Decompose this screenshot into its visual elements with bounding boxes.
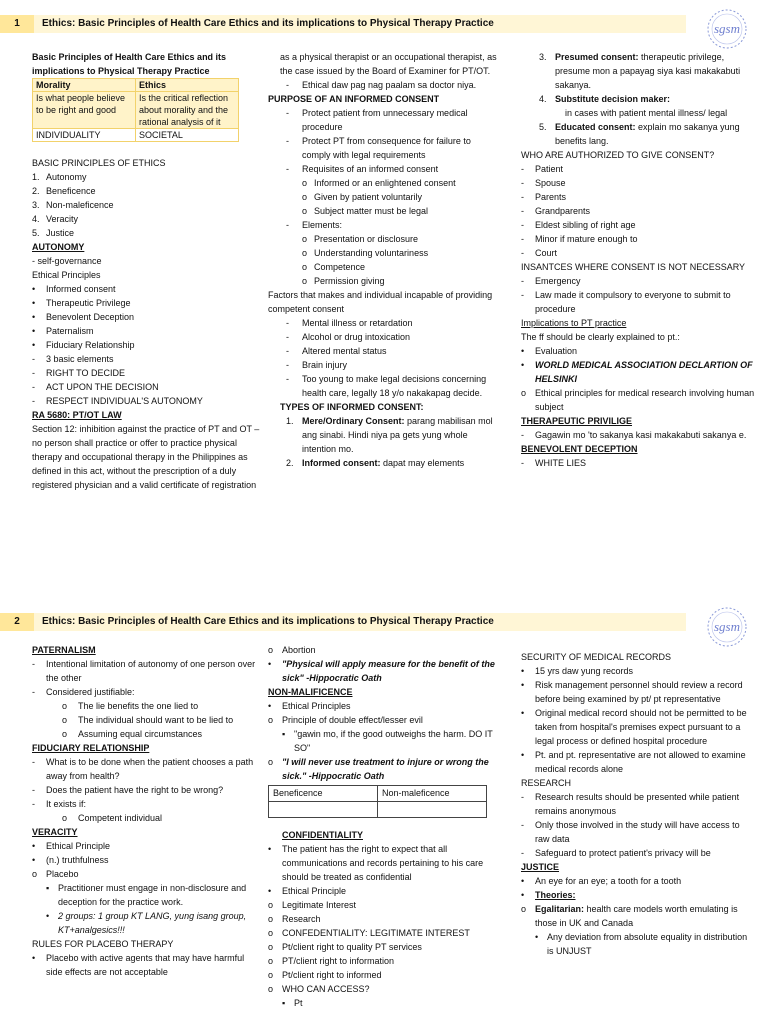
list-item: • The patient has the right to expect that all communications and records pertaining to his care should be treated as confidential — [268, 844, 484, 882]
beneficence-table — [268, 785, 487, 818]
list-item: o Given by patient voluntarily — [302, 192, 423, 202]
list-item: - Law made it compulsory to everyone to submit to procedure — [521, 290, 731, 314]
paragraph: as a physical therapist or an occupational therapist, as the case issued by the Board of Examiner for PT/OT. — [280, 52, 497, 76]
section-heading: INSANTCES WHERE CONSENT IS NOT NECESSARY — [521, 262, 746, 272]
list-item: 2. Beneficence — [32, 186, 96, 196]
list-item: o WHO CAN ACCESS? — [268, 984, 370, 994]
page-1 — [0, 0, 768, 500]
column-2 — [268, 50, 498, 470]
table-cell — [269, 802, 378, 818]
table-header-ethics: Ethics — [136, 79, 239, 92]
list-item: • Ethical Principle — [32, 841, 111, 851]
table-cell — [378, 802, 487, 818]
section-heading: CONFIDENTIALITY — [282, 830, 363, 840]
section-heading: THERAPEUTIC PRIVILIGE — [521, 416, 633, 426]
list-item: o Subject matter must be legal — [302, 206, 429, 216]
svg-text:sgsm: sgsm — [713, 21, 741, 36]
list-item: • Ethical Principles — [268, 701, 351, 711]
list-item: o Presentation or disclosure — [302, 234, 419, 244]
list-item: o The lie benefits the one lied to — [62, 701, 199, 711]
paragraph: Section 12: inhibition against the practice of PT and OT – no person shall practice or offer to practice physical therapy and occupational therapy in the Philippines as defined in this act, without the prescription of a duly registered physician and a valid certificate of registration — [32, 424, 260, 490]
list-item: - Ethical daw pag nag paalam sa doctor niya. — [286, 80, 477, 90]
list-item: - Safeguard to protect patient's privacy will be — [521, 848, 711, 858]
list-item: 4. Veracity — [32, 214, 79, 224]
list-item: o CONFEDENTIALITY: LEGITIMATE INTEREST — [268, 928, 470, 938]
list-item: • An eye for an eye; a tooth for a tooth — [521, 876, 682, 886]
morality-ethics-table — [32, 78, 239, 142]
intro-title: Basic Principles of Health Care Ethics and its implications to Physical Therapy Practice — [32, 52, 227, 76]
list-item: - Alcohol or drug intoxication — [286, 332, 411, 342]
list-item: - Altered mental status — [286, 346, 387, 356]
list-item: • Theories: — [521, 890, 576, 900]
list-item: • Original medical record should not be permitted to be taken from hospital's premises expect pursuant to a legal process or defined hospital procedure — [521, 708, 747, 746]
column-3 — [521, 643, 755, 958]
list-item: - Only those involved in the study will have access to raw data — [521, 820, 740, 844]
sgsm-logo — [704, 6, 750, 52]
section-heading: RA 5680: PT/OT LAW — [32, 410, 122, 420]
list-item: - Spouse — [521, 178, 566, 188]
section-heading: BENEVOLENT DECEPTION — [521, 444, 638, 454]
list-item: 1. Mere/Ordinary Consent: parang mabilisan mol ang sinabi. Hindi niya pa gets yung whole intention mo. — [286, 416, 493, 454]
paragraph: in cases with patient mental illness/ legal — [565, 108, 728, 118]
table-cell: Is what people believe to be right and good — [33, 92, 136, 129]
list-item: 5. Educated consent: explain mo sakanya yung benefits lang. — [539, 122, 740, 146]
table-header-morality: Morality — [33, 79, 136, 92]
list-item: - What is to be done when the patient chooses a path away from health? — [32, 757, 254, 781]
list-item: • Risk management personnel should review a record before being examined by pt/ pt representative — [521, 680, 743, 704]
table-header: Non-maleficence — [378, 786, 487, 802]
column-1 — [32, 50, 262, 492]
paragraph: Ethical Principles — [32, 270, 101, 280]
section-heading: NON-MALIFICENCE — [268, 687, 353, 697]
list-item: • Evaluation — [521, 346, 578, 356]
section-heading: RULES FOR PLACEBO THERAPY — [32, 939, 174, 949]
table-cell: Is the critical reflection about morality and the rational analysis of it — [136, 92, 239, 129]
section-heading: TYPES OF INFORMED CONSENT: — [280, 402, 424, 412]
list-item: - Brain injury — [286, 360, 348, 370]
list-item: o Understanding voluntariness — [302, 248, 429, 258]
column-1 — [32, 643, 262, 979]
list-item: • 15 yrs daw yung records — [521, 666, 634, 676]
list-item: • "Physical will apply measure for the benefit of the sick" -Hippocratic Oath — [268, 659, 495, 683]
list-item: • Pt. and pt. representative are not allowed to examine medical records alone — [521, 750, 746, 774]
list-item: o Abortion — [268, 645, 316, 655]
paragraph: The ff should be clearly explained to pt.: — [521, 332, 680, 342]
list-item: - Emergency — [521, 276, 581, 286]
page-number: 1 — [0, 15, 34, 33]
list-item: o Egalitarian: health care models worth emulating is those in UK and Canada — [521, 904, 738, 928]
list-item: o Research — [268, 914, 321, 924]
section-heading: JUSTICE — [521, 862, 560, 872]
list-item: 4. Substitute decision maker: — [539, 94, 671, 104]
list-item: o Pt/client right to quality PT services — [268, 942, 422, 952]
list-item: • 2 groups: 1 group KT LANG, yung isang group, KT+analgesics!!! — [46, 911, 247, 935]
table-cell: SOCIETAL — [136, 129, 239, 142]
list-item: 5. Justice — [32, 228, 75, 238]
list-item: o Pt/client right to informed — [268, 970, 382, 980]
section-heading: SECURITY OF MEDICAL RECORDS — [521, 652, 672, 662]
list-item: ▪ Practitioner must engage in non-disclosure and deception for the practice work. — [46, 883, 247, 907]
list-item: • Paternalism — [32, 326, 94, 336]
list-item: • Any deviation from absolute equality in distribution is UNJUST — [535, 932, 748, 956]
list-item: - It exists if: — [32, 799, 87, 809]
section-heading: VERACITY — [32, 827, 78, 837]
header-title: Ethics: Basic Principles of Health Care Ethics and its implications to Physical Therapy Practice — [42, 18, 494, 29]
table-cell: INDIVIDUALITY — [33, 129, 136, 142]
list-item: - RIGHT TO DECIDE — [32, 368, 126, 378]
paragraph: - self-governance — [32, 256, 102, 266]
list-item: o "I will never use treatment to injure or wrong the sick." -Hippocratic Oath — [268, 757, 489, 781]
list-item: - Minor if mature enough to — [521, 234, 638, 244]
page-2 — [0, 598, 768, 1024]
list-item: - Elements: — [286, 220, 343, 230]
paragraph: Factors that makes and individual incapable of providing competent consent — [268, 290, 493, 314]
list-item: o Legitimate Interest — [268, 900, 357, 910]
column-3 — [521, 50, 755, 470]
list-item: - Patient — [521, 164, 564, 174]
section-heading: Implications to PT practice — [521, 318, 627, 328]
list-item: 3. Presumed consent: therapeutic privilege, presume mon a papayag siya kasi makakabuti sakanya. — [539, 52, 741, 90]
section-heading: WHO ARE AUTHORIZED TO GIVE CONSENT? — [521, 150, 715, 160]
list-item: • WORLD MEDICAL ASSOCIATION DECLARTION OF HELSINKI — [521, 360, 753, 384]
list-item: - Protect PT from consequence for failure to comply with legal requirements — [286, 136, 471, 160]
list-item: - WHITE LIES — [521, 458, 587, 468]
list-item: o PT/client right to information — [268, 956, 395, 966]
list-item: o Placebo — [32, 869, 79, 879]
list-item: - Gagawin mo 'to sakanya kasi makakabuti sakanya e. — [521, 430, 747, 440]
list-item: o Permission giving — [302, 276, 385, 286]
list-item: - Does the patient have the right to be wrong? — [32, 785, 224, 795]
list-item: • (n.) truthfulness — [32, 855, 109, 865]
header-title: Ethics: Basic Principles of Health Care Ethics and its implications to Physical Therapy Practice — [42, 616, 494, 627]
list-item: • Placebo with active agents that may have harmful side effects are not acceptable — [32, 953, 245, 977]
list-item: - Research results should be presented while patient remains anonymous — [521, 792, 740, 816]
list-item: • Ethical Principle — [268, 886, 347, 896]
list-item: o Competence — [302, 262, 366, 272]
list-item: • Informed consent — [32, 284, 116, 294]
list-item: - Too young to make legal decisions concerning health care, legally 18 y/o nakakapag decide. — [286, 374, 487, 398]
section-heading: AUTONOMY — [32, 242, 85, 252]
list-item: ▪ "gawin mo, if the good outweighs the harm. DO IT SO" — [282, 729, 493, 753]
list-item: - Eldest sibling of right age — [521, 220, 636, 230]
list-item: o Ethical principles for medical research involving human subject — [521, 388, 755, 412]
list-item: o Principle of double effect/lesser evil — [268, 715, 423, 725]
section-heading: PATERNALISM — [32, 645, 96, 655]
section-heading: PURPOSE OF AN INFORMED CONSENT — [268, 94, 440, 104]
list-item: • Fiduciary Relationship — [32, 340, 135, 350]
list-item: - Intentional limitation of autonomy of one person over the other — [32, 659, 256, 683]
table-header: Beneficence — [269, 786, 378, 802]
list-item: - 3 basic elements — [32, 354, 114, 364]
list-item: - Court — [521, 248, 558, 258]
list-item: - RESPECT INDIVIDUAL'S AUTONOMY — [32, 396, 203, 406]
section-heading: BASIC PRINCIPLES OF ETHICS — [32, 158, 166, 168]
list-item: 1. Autonomy — [32, 172, 87, 182]
list-item: - Considered justifiable: — [32, 687, 135, 697]
list-item: o The individual should want to be lied to — [62, 715, 234, 725]
svg-text:sgsm: sgsm — [713, 619, 741, 634]
page-header — [0, 613, 768, 631]
list-item: • Therapeutic Privilege — [32, 298, 131, 308]
list-item: - Parents — [521, 192, 567, 202]
list-item: - Mental illness or retardation — [286, 318, 413, 328]
list-item: o Competent individual — [62, 813, 163, 823]
list-item: - Protect patient from unnecessary medical procedure — [286, 108, 468, 132]
list-item: 3. Non-maleficence — [32, 200, 114, 210]
list-item: - ACT UPON THE DECISION — [32, 382, 159, 392]
list-item: o Informed or an enlightened consent — [302, 178, 456, 188]
page-header — [0, 15, 768, 33]
list-item: o Assuming equal circumstances — [62, 729, 203, 739]
section-heading: RESEARCH — [521, 778, 572, 788]
list-item: ▪ Pt — [282, 998, 303, 1008]
list-item: • Benevolent Deception — [32, 312, 135, 322]
page-number: 2 — [0, 613, 34, 631]
section-heading: FIDUCIARY RELATIONSHIP — [32, 743, 150, 753]
column-2 — [268, 643, 498, 1010]
list-item: 2. Informed consent: dapat may elements — [286, 458, 465, 468]
list-item: - Requisites of an informed consent — [286, 164, 439, 174]
list-item: - Grandparents — [521, 206, 591, 216]
